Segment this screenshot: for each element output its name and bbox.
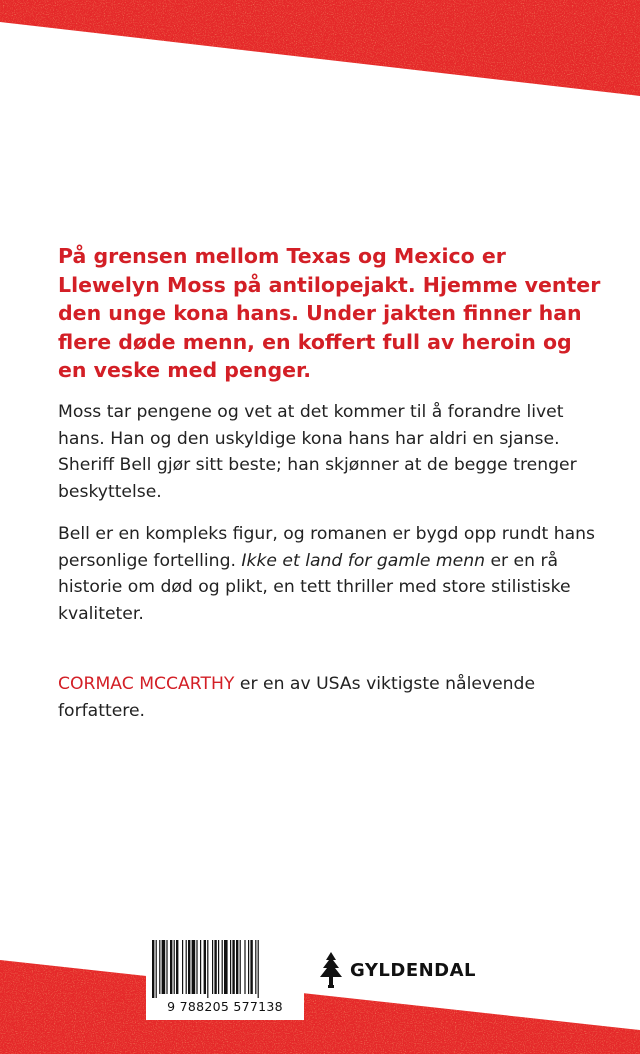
barcode-bar [156,940,157,998]
author-note-rest: er en av USAs viktigste nålevende forfattere. [58,674,536,721]
barcode-bar [200,940,201,994]
barcode-bar [170,940,172,994]
publisher-logo [318,950,476,990]
paragraph-2-before: Bell er en kompleks figur, og romanen er bygd opp rundt hans personlige fortelling. [58,524,595,571]
barcode-bar [186,940,187,994]
barcode-bar [174,940,175,994]
barcode-bar [188,940,190,994]
barcode-bar [232,940,234,994]
paragraph-2-after: er en rå historie om død og plikt, en tett thriller med store stilistiske kvaliteter. [58,550,571,624]
barcode-bar [244,940,245,994]
barcode-bar [258,940,259,998]
barcode-bars [152,940,298,998]
barcode-bar [222,940,223,994]
barcode-bar [214,940,216,994]
barcode-bar [152,940,154,998]
barcode-bar [248,940,249,994]
barcode-bar [196,940,197,994]
barcode [146,936,304,1020]
publisher-name: GYLDENDAL [350,959,477,981]
barcode-bar [176,940,178,994]
barcode-bar [240,940,241,994]
barcode-bar [207,940,208,998]
top-red-band [0,0,640,100]
paragraph-2 [58,521,606,627]
author-name: CORMAC MCCARTHY [58,674,235,694]
book-title-italic: Ikke et land for gamle menn [241,550,485,571]
barcode-bar [159,940,160,994]
isbn-number: 9 788205 577138 [167,999,283,1014]
barcode-bar [192,940,196,994]
barcode-bar [230,940,231,994]
paragraph-1: Moss tar pengene og vet at det kommer til å forandre livet hans. Han og den uskyldige kona hans har aldri en sjanse. Sheriff Bell gjør sitt beste; han skjønner at de begge trenger beskyttelse. [58,402,577,502]
barcode-bar [212,940,213,994]
barcode-bar [224,940,228,994]
blurb: På grensen mellom Texas og Mexico er Llewelyn Moss på antilopejakt. Hjemme venter den unge kona hans. Under jakten finner han flere døde menn, en koffert full av heroin og en veske med penger. [58,244,601,382]
barcode-bar [182,940,183,994]
barcode-bar [255,940,256,994]
barcode-bar [162,940,166,994]
barcode-bar [218,940,219,994]
barcode-bar [204,940,206,994]
barcode-bar [250,940,252,994]
barcode-bar [236,940,238,994]
tree-icon [318,952,344,988]
author-note [58,671,606,724]
barcode-bar [166,940,167,994]
